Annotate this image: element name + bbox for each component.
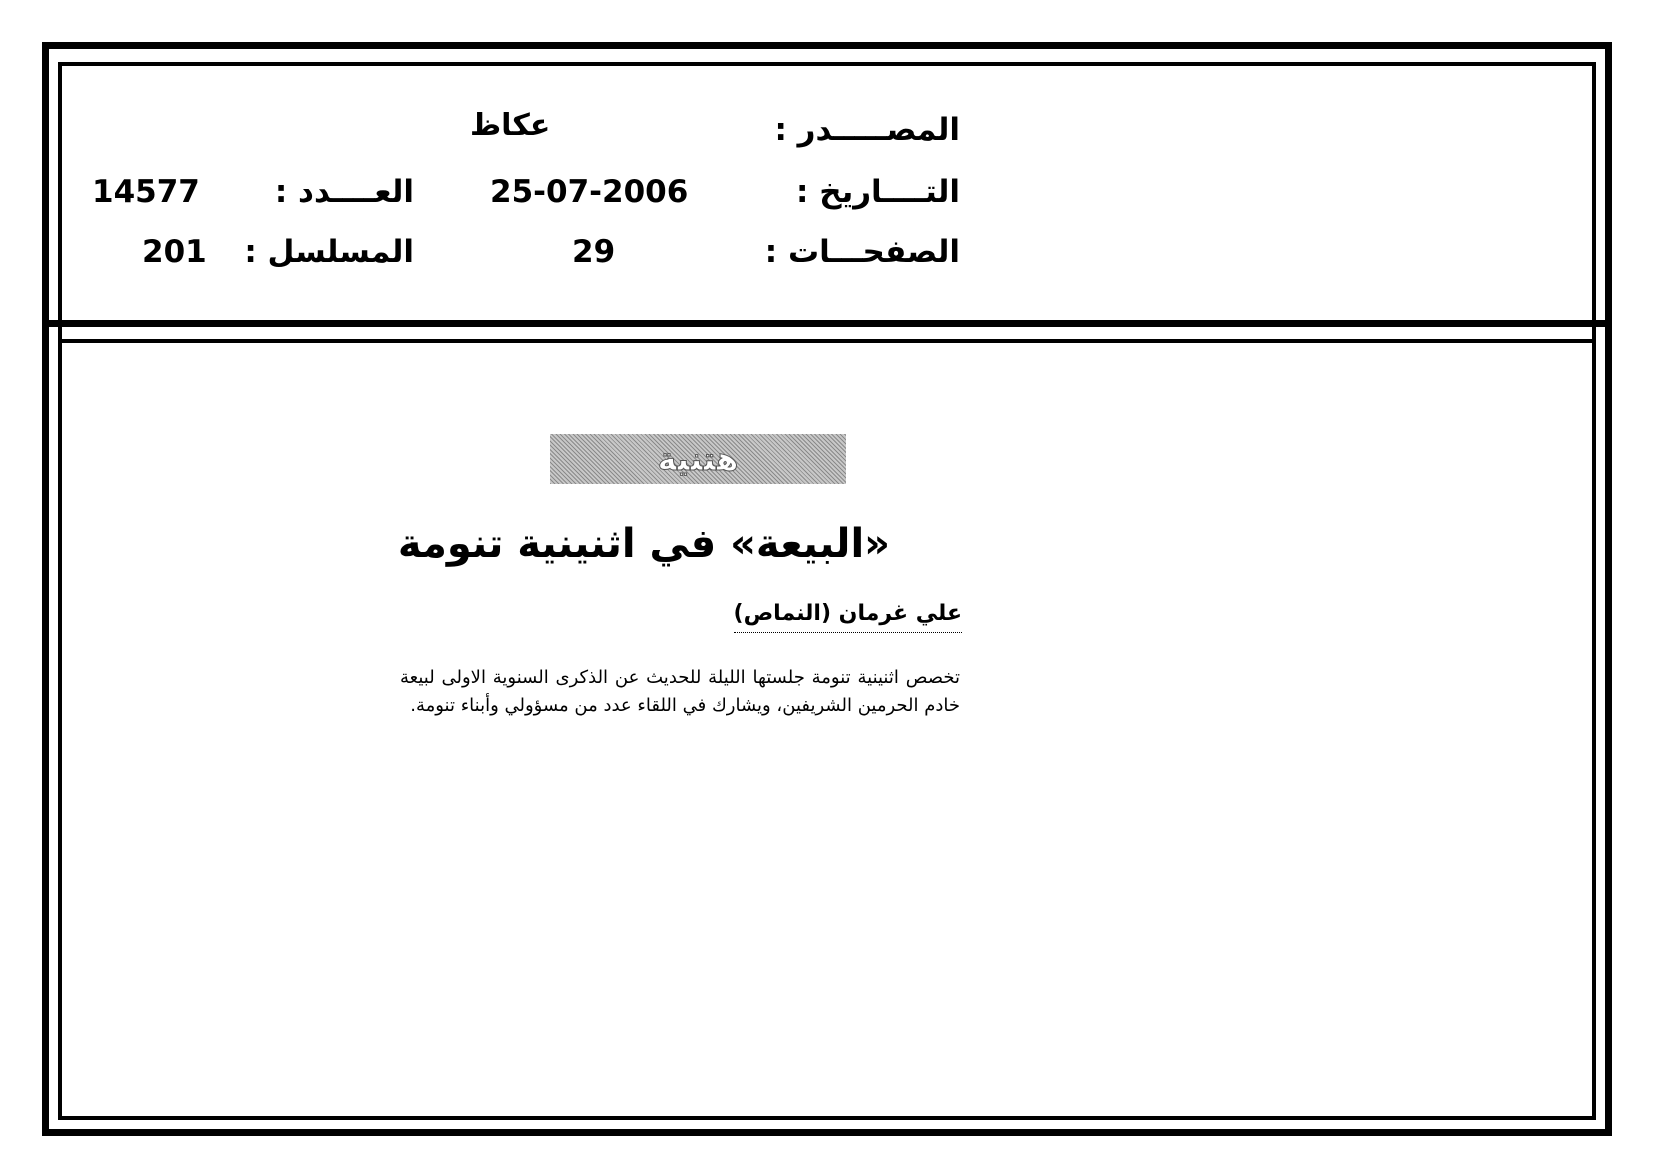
issue-label: العــــدد : (274, 174, 414, 210)
header-divider (42, 320, 1612, 327)
source-value: عكاظ (470, 108, 551, 143)
section-banner (550, 434, 846, 484)
source-label: المصـــــدر : (774, 112, 960, 148)
serial-value: 201 (142, 234, 207, 270)
inner-frame (58, 62, 1596, 1120)
date-value: 25-07-2006 (490, 174, 689, 210)
pages-label: الصفحـــات : (764, 234, 960, 270)
section-label: هتنية (657, 440, 739, 478)
header-divider-inner (58, 339, 1596, 343)
serial-label: المسلسل : (244, 234, 414, 270)
date-label: التــــاريخ : (796, 174, 960, 210)
pages-value: 29 (572, 234, 616, 270)
article-byline: علي غرمان (النماص) (734, 598, 962, 633)
issue-value: 14577 (92, 174, 200, 210)
article-body: تخصص اثنينية تنومة جلستها الليلة للحديث عن الذكرى السنوية الاولى لبيعة خادم الحرمين الشريفين، ويشارك في اللقاء عدد من مسؤولي وأبناء تنومة. (400, 667, 960, 716)
article-headline: «البيعة» في اثنينية تنومة (397, 521, 890, 567)
